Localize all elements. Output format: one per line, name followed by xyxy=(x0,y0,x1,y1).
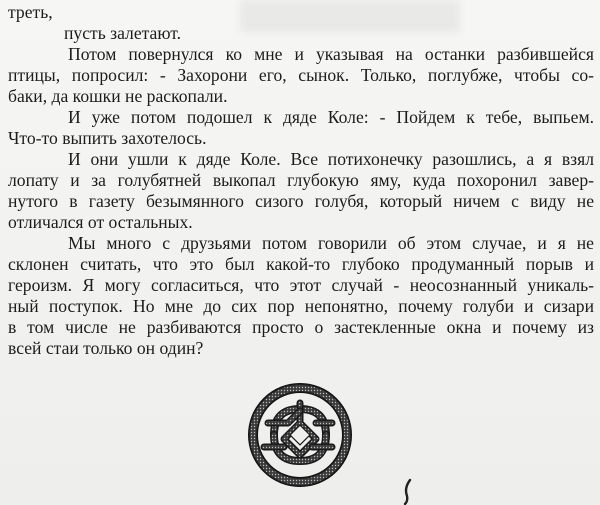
text-line: пусть залетают. xyxy=(64,23,182,43)
body-text xyxy=(8,2,594,359)
text-line: отличался от остальных. xyxy=(8,212,193,232)
text-line: лопату и за голубятней выкопал глубокую яму, куда похоронил завер- xyxy=(8,170,594,190)
text-line: баки, да кошки не раскопали. xyxy=(8,86,228,106)
text-line: Мы много с друзьями потом говорили об этом случае, и я не xyxy=(68,233,594,253)
text-line: в том числе не разбиваются просто о застекленные окна и почему из xyxy=(8,317,594,337)
text-line: нутого в газету безымянного сизого голубя, который ничем с виду не xyxy=(8,191,594,211)
text-line: склонен считать, что это был какой-то глубоко продуманный порыв и xyxy=(8,254,594,274)
text-line: Потом повернулся ко мне и указывая на останки разбившейся xyxy=(68,44,594,64)
ink-mark xyxy=(398,478,418,505)
text-line: героизм. Я могу согласиться, что этот случай - неосознанный уникаль- xyxy=(8,275,594,295)
celtic-knot-icon xyxy=(244,383,356,487)
text-line: Что-то выпить захотелось. xyxy=(8,128,207,148)
text-line: всей стаи только он один? xyxy=(8,338,204,358)
text-line: ный поступок. Но мне до сих пор непонятно, почему голуби и сизари xyxy=(8,296,594,316)
text-line: птицы, попросил: - Захорони его, сынок. Только, поглубже, чтобы со- xyxy=(8,65,594,85)
text-line: И они ушли к дяде Коле. Все потихонечку разошлись, а я взял xyxy=(68,149,594,169)
text-line: треть, xyxy=(8,2,53,22)
text-line: И уже потом подошел к дяде Коле: - Пойдем к тебе, выпьем. xyxy=(68,107,594,127)
